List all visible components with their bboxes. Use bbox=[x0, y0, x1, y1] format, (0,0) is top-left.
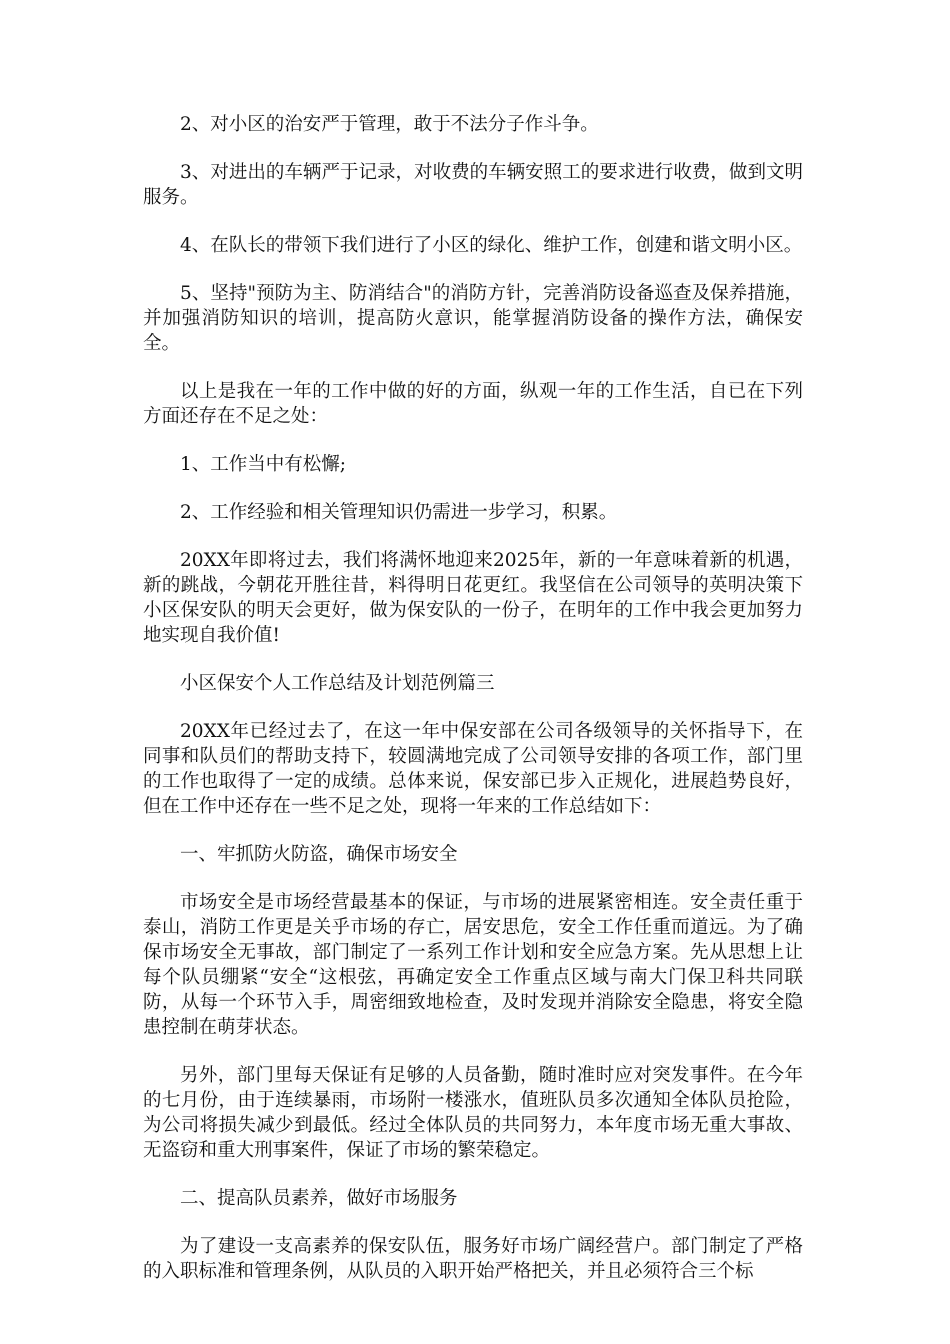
paragraph-shortcomings-intro: 以上是我在一年的工作中做的好的方面，纵观一年的工作生活，自已在下列方面还存在不足之处： bbox=[143, 381, 803, 427]
paragraph-emergency-duty: 另外，部门里每天保证有足够的人员备勤，随时准时应对突发事件。在今年的七月份，由于连续暴雨，市场附一楼涨水，值班队员多次通知全体队员抢险，为公司将损失减少到最低。经过全体队员的共同努力，本年度市场无重大事故、无盗窃和重大刑事案件，保证了市场的繁荣稳定。 bbox=[143, 1065, 803, 1161]
paragraph-fire-policy: 5、坚持"预防为主、防消结合"的消防方针，完善消防设备巡查及保养措施，并加强消防知识的培训，提高防火意识，能掌握消防设备的操作方法，确保安全。 bbox=[143, 283, 803, 354]
section-title-part-three: 小区保安个人工作总结及计划范例篇三 bbox=[180, 673, 495, 694]
paragraph-recruitment-standards: 为了建设一支高素养的保安队伍，服务好市场广阔经营户。部门制定了严格的入职标准和管理条例，从队员的入职开始严格把关，并且必须符合三个标 bbox=[143, 1236, 803, 1282]
heading-staff-quality: 二、提高队员素养，做好市场服务 bbox=[180, 1188, 458, 1209]
heading-fire-theft-prevention: 一、牢抓防火防盗，确保市场安全 bbox=[180, 844, 458, 865]
paragraph-market-safety: 市场安全是市场经营最基本的保证，与市场的进展紧密相连。安全责任重于泰山，消防工作更是关乎市场的存亡，居安思危，安全工作任重而道远。为了确保市场安全无事故，部门制定了一系列工作计划和安全应急方案。先从思想上让每个队员绷紧“安全“这根弦，再确定安全工作重点区域与南大门保卫科共同联防，从每一个环节入手，周密细致地检查，及时发现并消除安全隐患，将安全隐患控制在萌芽状态。 bbox=[143, 892, 803, 1038]
paragraph-shortcoming-1: 1、工作当中有松懈; bbox=[180, 454, 347, 475]
paragraph-new-year-outlook: 20XX年即将过去，我们将满怀地迎来2025年，新的一年意味着新的机遇，新的跳战，今朝花开胜往昔，料得明日花更红。我坚信在公司领导的英明决策下小区保安队的明天会更好，做为保安队的一份子，在明年的工作中我会更加努力地实现自我价值! bbox=[143, 550, 803, 646]
paragraph-public-order: 2、对小区的治安严于管理，敢于不法分子作斗争。 bbox=[180, 114, 599, 135]
document-body bbox=[143, 112, 803, 1307]
paragraph-shortcoming-2: 2、工作经验和相关管理知识仍需进一步学习，积累。 bbox=[180, 502, 618, 523]
paragraph-year-summary-intro: 20XX年已经过去了，在这一年中保安部在公司各级领导的关怀指导下，在同事和队员们的帮助支持下，较圆满地完成了公司领导安排的各项工作，部门里的工作也取得了一定的成绩。总体来说，保安部已步入正规化，进展趋势良好，但在工作中还存在一些不足之处，现将一年来的工作总结如下： bbox=[143, 721, 803, 817]
paragraph-greening: 4、在队长的带领下我们进行了小区的绿化、维护工作，创建和谐文明小区。 bbox=[180, 235, 803, 256]
paragraph-vehicle-records: 3、对进出的车辆严于记录，对收费的车辆安照工的要求进行收费，做到文明服务。 bbox=[143, 162, 803, 208]
